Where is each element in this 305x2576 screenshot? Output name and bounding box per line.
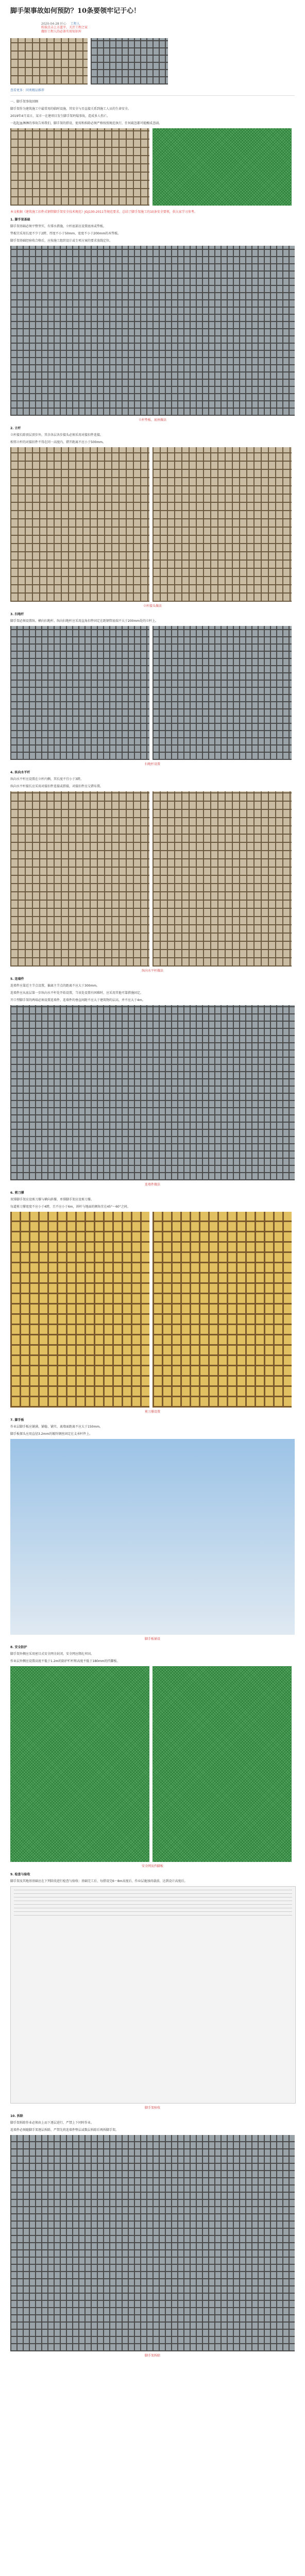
image-base	[10, 246, 295, 416]
divider	[10, 95, 295, 96]
image-horizontal-1	[10, 791, 149, 967]
image-dismantle	[10, 2135, 295, 2351]
highlight-line-2: 做好工程人的必备实用知识库	[41, 30, 82, 33]
article-title: 脚手架事故如何预防？10条要领牢记于心！	[10, 7, 141, 15]
accident-images	[10, 128, 295, 206]
image-brace-1	[10, 1212, 149, 1408]
image-net-1	[10, 1666, 149, 1862]
image-pole-1	[10, 447, 149, 602]
hero-image-2	[91, 38, 168, 84]
article-meta: 2020-04-28 匠心 工程人	[41, 22, 80, 26]
image-pole-2	[152, 447, 292, 602]
related-link[interactable]: 查看更多：同类精品推荐	[10, 89, 45, 92]
hero-image-1	[10, 38, 88, 84]
hero-images	[10, 38, 295, 84]
accident-image-2	[152, 128, 292, 206]
source-link[interactable]: 工程人	[70, 22, 80, 26]
image-net-2	[152, 1666, 292, 1862]
highlight-line-1: 转载点击上方蓝字，关注工程之家	[41, 26, 88, 29]
intro-red-text: 本文根据《建筑施工扣件式钢管脚手架安全技术规范》JGJ130-2011等规范要求，总结了脚手架施工的10条安全要领，供大家学习参考。	[10, 210, 197, 214]
image-plank	[10, 1439, 295, 1635]
section-heading-1: 一、脚手架事故回顾	[10, 100, 39, 104]
article: 脚手架事故如何预防？10条要领牢记于心！ 2020-04-28 匠心 工程人 转载点击上方蓝字，关注工程之家 做好工程人的必备实用知识库 查看更多：同类精品推荐 一、脚手架事故回顾 脚手架作为建筑施工中最常用的临时设施，其安全与否直接关系到施工人员的生命安全。 2019年4月某日，某市一在建项目发生脚手架坍塌事故，造成多人伤亡。 一起起血淋淋的事故告诉我们，脚手架的搭设、使用和拆除必须严格按照规范执行，任何疏忽都可能酿成悲剧。 本文根据《建筑施工扣件式钢管脚手架安全技术规范》JGJ130-2011等规范要求，总结了脚手架施工的10条安全要领，供大家学习参考。 1. 脚手架基础 脚手架基础必须平整坚实，有排水措施，立杆底部应设置底座或垫板。 垫板宜采用长度不少于2跨、厚度不小于50mm、宽度不小于200mm的木垫板。 脚手架基础经验收合格后，应按施工组织设计或专项方案的要求放线定位。 立杆垫板、底座做法 2. 立杆 立杆接长除顶层顶步外，其余各层各步接头必须采用对接扣件连接。 相邻立杆的对接扣件不得在同一高度内，错开距离不应小于500mm。 立杆接头做法 3. 扫地杆 脚手架必须设置纵、横向扫地杆。纵向扫地杆应采用直角扣件固定在距钢管底端不大于200mm处的立杆上。 扫地杆设置 4. 纵向水平杆 纵向水平杆应设置在立杆内侧，其长度不宜小于3跨。 纵向水平杆接长应采用对接扣件连接或搭接，对接扣件应交错布置。 纵向水平杆做法 5. 连墙件 连墙件应靠近主节点设置，偏离主节点的距离不应大于300mm。 连墙件应从底层第一步纵向水平杆处开始设置，当该处设置有困难时，应采用其他可靠措施固定。 开口型脚手架的两端必须设置连墙件，连墙件的垂直间距不应大于建筑物的层高，并不应大于4m。 连墙件做法 6. 剪刀撑 双排脚手架应设剪刀撑与横向斜撑，单排脚手架应设剪刀撑。 每道剪刀撑宽度不应小于4跨，且不应小于6m，斜杆与地面的倾角宜在45°～60°之间。 剪刀撑设置 7. 脚手板 作业层脚手板应铺满、铺稳、铺实，离墙面距离不应大于150mm。 脚手板探头应用直径3.2mm的镀锌钢丝固定在支承杆件上。 脚手板铺设 8. 安全防护 脚手架外侧应采用密目式安全网全封闭，安全网应绑扎牢固。 作业层外侧应设置高度不低于1.2m的防护栏杆和高度不低于180mm的挡脚板。 安全网及挡脚板 9. 检查与验收 脚手架及其地基基础应在下列阶段进行检查与验收：基础完工后、每搭设完6～8m高度后、作业层施加荷载前、达到设计高度后。 脚手架验收 10. 拆除 脚手架拆除作业必须由上而下逐层进行，严禁上下同时作业。 连墙件必须随脚手架逐层拆除，严禁先将连墙件整层或数层拆除后再拆脚手架。 脚手架拆除	[10, 0, 295, 2358]
image-inspection	[10, 1886, 296, 2104]
image-sweep-2	[152, 626, 292, 760]
image-sweep-1	[10, 626, 149, 760]
image-brace-2	[152, 1212, 292, 1408]
image-tie	[10, 1005, 295, 1180]
accident-image-1	[10, 128, 149, 206]
image-horizontal-2	[152, 791, 292, 967]
